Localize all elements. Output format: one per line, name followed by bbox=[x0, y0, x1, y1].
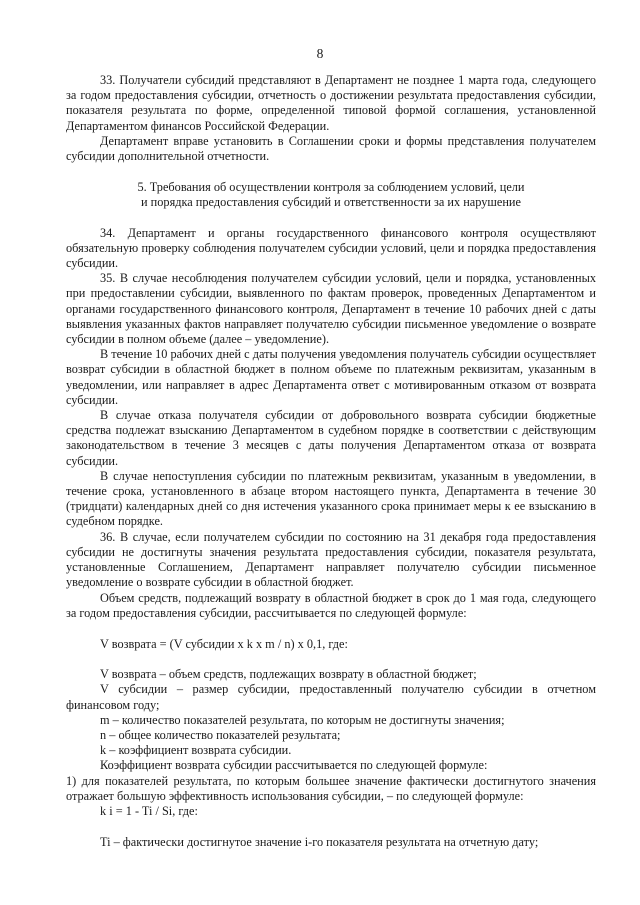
formula-coefficient: k i = 1 - Ti / Si, где: bbox=[100, 803, 198, 818]
section-5-heading-line-1: 5. Требования об осуществлении контроля за соблюдением условий, цели bbox=[137, 180, 525, 195]
section-5-heading-line-2: и порядка предоставления субсидий и ответственности за их нарушение bbox=[141, 195, 521, 210]
document-body bbox=[66, 73, 596, 850]
coefficient-intro: Коэффициент возврата субсидии рассчитывается по следующей формуле: bbox=[100, 758, 488, 773]
definition-v-return: V возврата – объем средств, подлежащих возврату в областной бюджет; bbox=[100, 667, 477, 682]
definition-ti: Ti – фактически достигнутое значение i-го показателя результата на отчетную дату; bbox=[100, 835, 539, 850]
page-number: 8 bbox=[316, 46, 324, 61]
definition-k: k – коэффициент возврата субсидии. bbox=[100, 743, 292, 758]
paragraph-33: 33. Получатели субсидий представляют в Департамент не позднее 1 марта года, следующего за годом предоставления субсидии, отчетность о достижении результата предоставления субсидии, показателя результата по форме, определенной типовой формой соглашения, установленной Департаментом финансов Российской Федерации. bbox=[66, 73, 596, 133]
paragraph-33-additional: Департамент вправе установить в Соглашении сроки и формы представления получателем субсидии дополнительной отчетности. bbox=[66, 133, 596, 164]
paragraph-35-term: В течение 10 рабочих дней с даты получения уведомления получатель субсидии осуществляет возврат субсидии в областной бюджет в полном объеме по платежным реквизитам, указанным в уведомлении, или направляет в адрес Департамента ответ с мотивированным отказом от возврата субсидии. bbox=[66, 347, 596, 407]
definition-v-subsidy: V субсидии – размер субсидии, предоставленный получателю субсидии в отчетном финансовом году; bbox=[66, 682, 596, 712]
section-5-heading bbox=[66, 180, 596, 210]
paragraph-36-volume: Объем средств, подлежащий возврату в областной бюджет в срок до 1 мая года, следующего за годом предоставления субсидии, рассчитывается по следующей формуле: bbox=[66, 590, 596, 620]
paragraph-35: 35. В случае несоблюдения получателем субсидии условий, цели и порядка, установленных при предоставлении субсидии, выявленного по фактам проверок, проведенных Департаментом и органами государственного финансового контроля, Департамент в течение 10 рабочих дней с даты выявления указанных фактов направляет получателю субсидии письменное уведомление о возврате субсидии в полном объеме (далее – уведомление). bbox=[66, 271, 596, 347]
definition-n: n – общее количество показателей результата; bbox=[100, 727, 341, 742]
paragraph-34: 34. Департамент и органы государственного финансового контроля осуществляют обязательную проверку соблюдения получателем субсидии условий, цели и порядка предоставления субсидии. bbox=[66, 225, 596, 271]
paragraph-36: 36. В случае, если получателем субсидии по состоянию на 31 декабря года предоставления субсидии не достигнуты значения результата предоставления субсидии, показателя результата, установленные Соглашением, Департамент направляет получателю субсидии письменное уведомление о возврате субсидии в областной бюджет. bbox=[66, 529, 596, 590]
definition-m: m – количество показателей результата, по которым не достигнуты значения; bbox=[100, 712, 505, 727]
paragraph-35-nonreceipt: В случае непоступления субсидии по платежным реквизитам, указанным в уведомлении, в течение срока, установленного в абзаце втором настоящего пункта, Департамента в течение 30 (тридцати) календарных дней со дня истечения указанного срока принимает меры к ее взысканию в судебном порядке. bbox=[66, 468, 596, 529]
formula-return-volume: V возврата = (V субсидии x k x m / n) x 0,1, где: bbox=[100, 636, 348, 651]
paragraph-35-refusal: В случае отказа получателя субсидии от добровольного возврата субсидии бюджетные средства подлежат взысканию Департаментом в судебном порядке в соответствии с действующим законодательством в течение 3 месяцев с даты получения Департаментом отказа от возврата субсидии. bbox=[66, 408, 596, 468]
list-item-1: 1) для показателей результата, по которым большее значение фактически достигнутого значения отражает большую эффективность использования субсидии, – по следующей формуле: bbox=[66, 773, 596, 803]
